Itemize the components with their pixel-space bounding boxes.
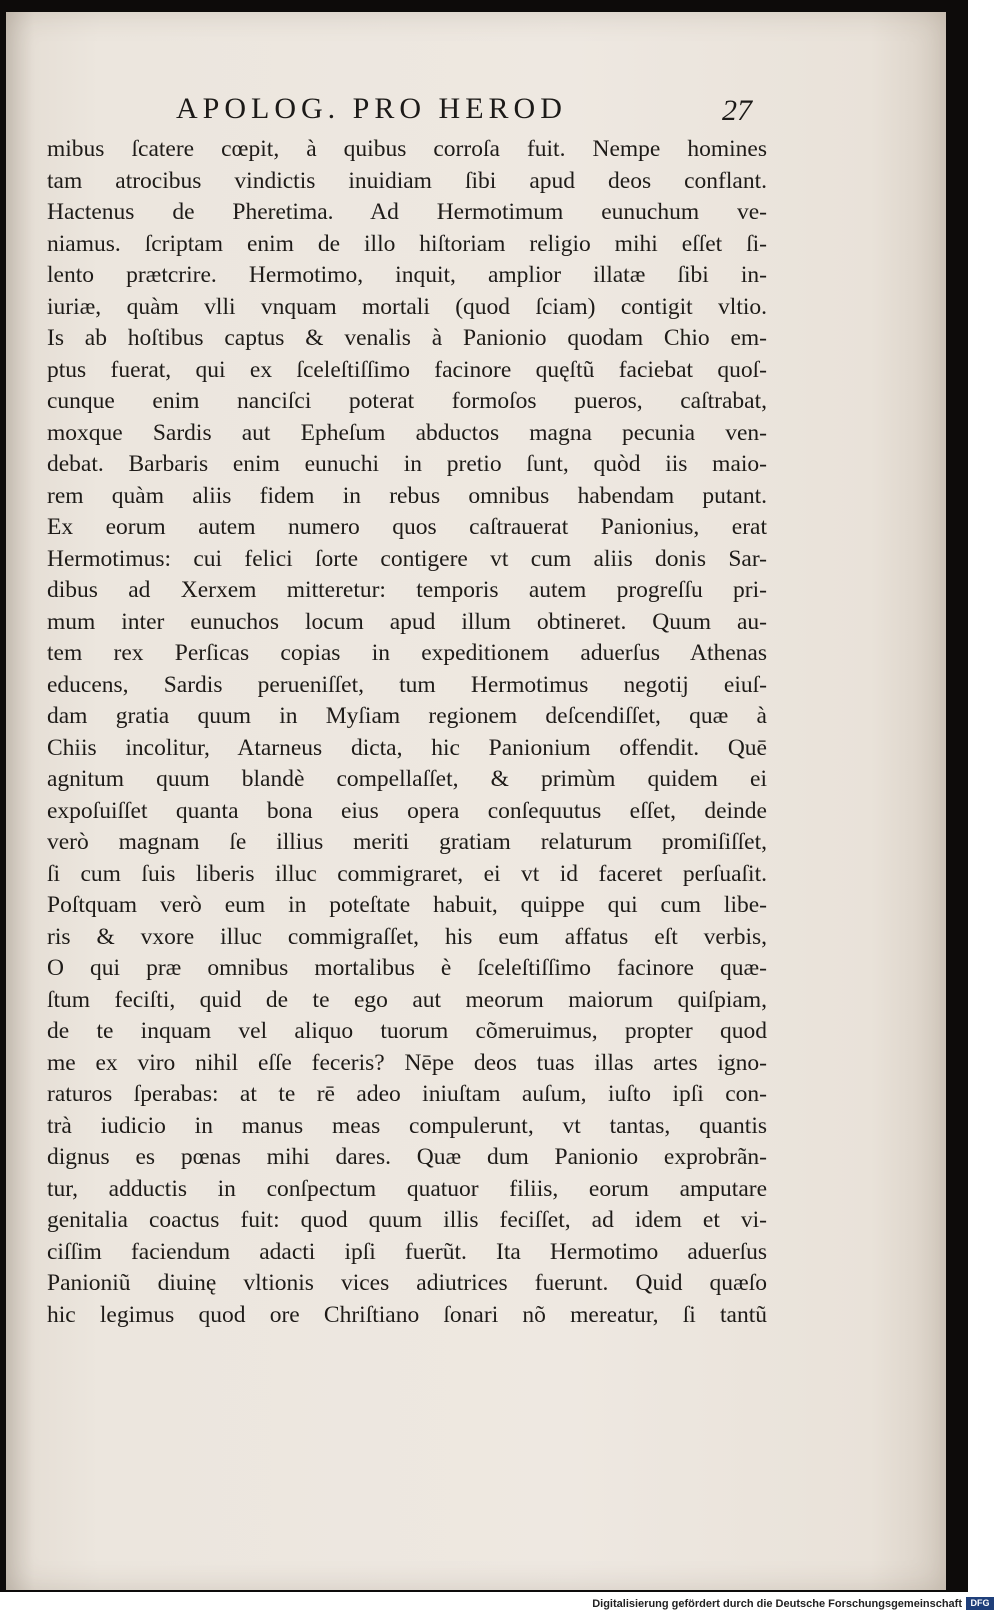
text-line: Hermotimus: cui felici ſorte contigere vt cum aliis donis Sar- bbox=[47, 545, 767, 572]
text-line: rem quàm aliis fidem in rebus omnibus habendam putant. bbox=[47, 482, 767, 509]
text-line: mum inter eunuchos locum apud illum obtineret. Quum au- bbox=[47, 608, 767, 635]
text-line: mibus ſcatere cœpit, à quibus corroſa fuit. Nempe homines bbox=[47, 136, 767, 162]
digitization-credit: Digitalisierung gefördert durch die Deutsche Forschungsgemeinschaft bbox=[592, 1598, 962, 1610]
text-line: Hactenus de Pheretima. Ad Hermotimum eunuchum ve- bbox=[47, 199, 767, 225]
text-line: ſtum feciſti, quid de te ego aut meorum maiorum quiſpiam, bbox=[47, 986, 767, 1013]
text-line: dam gratia quum in Myſiam regionem deſcendiſſet, quæ à bbox=[47, 703, 767, 729]
text-line: Is ab hoſtibus captus & venalis à Panionio quodam Chio em- bbox=[47, 325, 767, 351]
text-line: cunque enim nanciſci poterat formoſos pueros, caſtrabat, bbox=[47, 388, 767, 414]
text-line: tem rex Perſicas copias in expeditionem aduerſus Athenas bbox=[47, 640, 767, 666]
text-line: niamus. ſcriptam enim de illo hiſtoriam religio mihi eſſet ſi- bbox=[47, 230, 767, 257]
text-line: dibus ad Xerxem mitteretur: temporis autem progreſſu pri- bbox=[47, 577, 767, 603]
text-line: tam atrocibus vindictis inuidiam ſibi apud deos conflant. bbox=[47, 167, 767, 194]
text-line: Panioniũ diuinę vltionis vices adiutrices fuerunt. Quid quæſo bbox=[47, 1270, 767, 1296]
body-text bbox=[47, 134, 767, 1331]
text-line: de te inquam vel aliquo tuorum cõmeruimus, propter quod bbox=[47, 1018, 767, 1044]
text-line: debat. Barbaris enim eunuchi in pretio ſunt, quòd iis maio- bbox=[47, 451, 767, 477]
text-line: Chiis incolitur, Atarneus dicta, hic Panionium offendit. Quē bbox=[47, 734, 767, 761]
text-line: moxque Sardis aut Epheſum abductos magna pecunia ven- bbox=[47, 419, 767, 446]
text-line: trà iudicio in manus meas compulerunt, vt tantas, quantis bbox=[47, 1112, 767, 1139]
text-line: ris & vxore illuc commigraſſet, his eum affatus eſt verbis, bbox=[47, 923, 767, 950]
text-line: me ex viro nihil eſſe feceris? Nēpe deos tuas illas artes igno- bbox=[47, 1049, 767, 1076]
text-line: dignus es pœnas mihi dares. Quæ dum Panionio exprobrãn- bbox=[47, 1144, 767, 1170]
text-line: expoſuiſſet quanta bona eius opera conſequutus eſſet, deinde bbox=[47, 797, 767, 824]
text-line: ciſſim faciendum adacti ipſi fuerũt. Ita Hermotimo aduerſus bbox=[47, 1238, 767, 1265]
running-title: APOLOG. PRO HEROD bbox=[176, 92, 567, 125]
text-line: lento prætcrire. Hermotimo, inquit, amplior illatæ ſibi in- bbox=[47, 262, 767, 288]
text-line: ptus fuerat, qui ex ſceleſtiſſimo facinore quęſtũ faciebat quoſ- bbox=[47, 356, 767, 383]
page-number: 27 bbox=[722, 94, 752, 127]
text-line: raturos ſperabas: at te rē adeo iniuſtam auſum, iuſto ipſi con- bbox=[47, 1081, 767, 1107]
text-line: verò magnam ſe illius meriti gratiam relaturum promiſiſſet, bbox=[47, 829, 767, 855]
text-line: Ex eorum autem numero quos caſtrauerat Panionius, erat bbox=[47, 514, 767, 540]
text-line: ſi cum ſuis liberis illuc commigraret, ei vt id faceret perſuaſit. bbox=[47, 860, 767, 887]
text-line: hic legimus quod ore Chriſtiano ſonari nõ mereatur, ſi tantũ bbox=[47, 1301, 767, 1328]
text-line: Poſtquam verò eum in poteſtate habuit, quippe qui cum libe- bbox=[47, 892, 767, 918]
text-line: iuriæ, quàm vlli vnquam mortali (quod ſciam) contigit vltio. bbox=[47, 293, 767, 320]
text-line: O qui præ omnibus mortalibus è ſceleſtiſſimo facinore quæ- bbox=[47, 955, 767, 981]
text-line: agnitum quum blandè compellaſſet, & primùm quidem ei bbox=[47, 766, 767, 792]
text-line: genitalia coactus fuit: quod quum illis feciſſet, ad idem et vi- bbox=[47, 1207, 767, 1233]
text-line: tur, adductis in conſpectum quatuor filiis, eorum amputare bbox=[47, 1175, 767, 1202]
text-line: educens, Sardis perueniſſet, tum Hermotimus negotij eiuſ- bbox=[47, 671, 767, 698]
footer-bar bbox=[0, 1592, 1000, 1617]
dfg-logo: DFG bbox=[966, 1597, 994, 1610]
